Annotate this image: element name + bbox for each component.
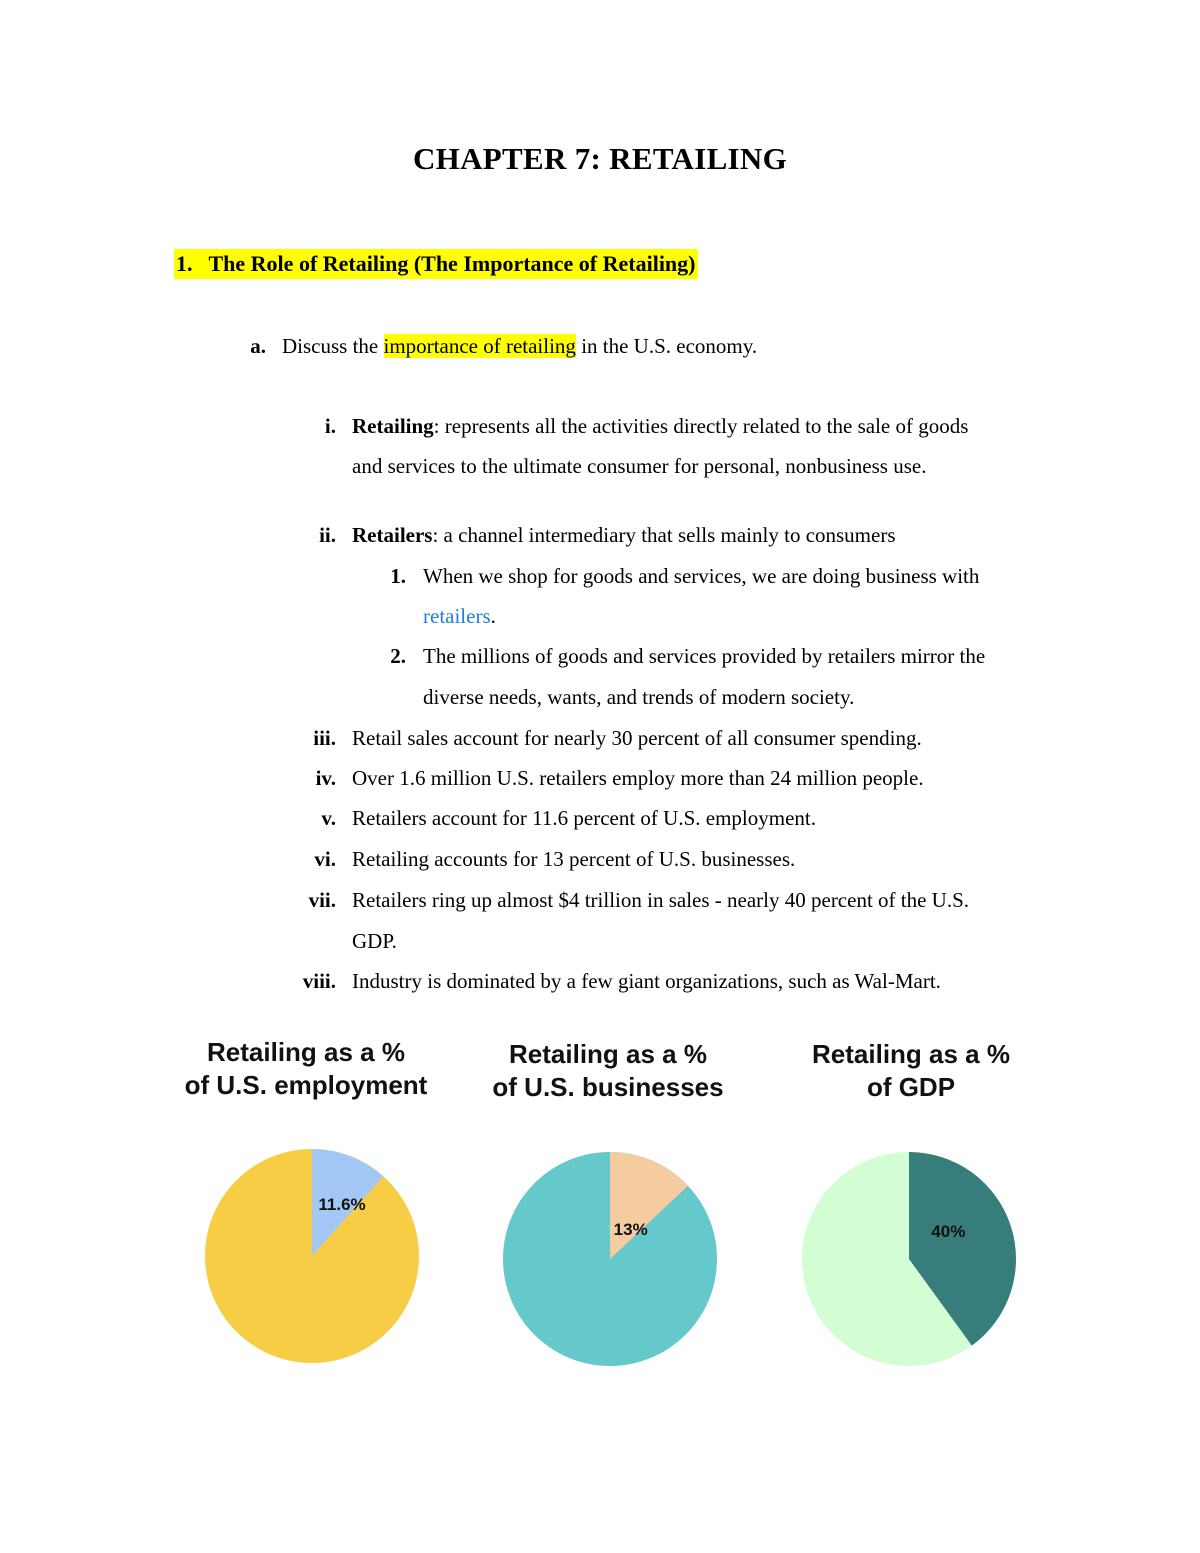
item-a-text: [282, 332, 757, 360]
point-iii-marker: iii.: [313, 726, 336, 750]
section-heading-text: The Role of Retailing (The Importance of Retailing): [208, 251, 696, 276]
pie-chart-gdp: [793, 1143, 1025, 1375]
item-a-highlight: importance of retailing: [383, 334, 576, 358]
retailers-link[interactable]: retailers: [423, 604, 491, 628]
point-i-text: : represents all the activities directly related to the sale of goods: [433, 414, 969, 438]
point-iii-text: Retail sales account for nearly 30 percent of all consumer spending.: [352, 726, 922, 750]
subpoint-1-period: .: [490, 604, 496, 628]
chart-gdp-title-line1: Retailing as a %: [812, 1039, 1010, 1069]
item-a-pre: Discuss the: [282, 334, 384, 358]
subpoint-2-line2: diverse needs, wants, and trends of modern society.: [423, 685, 855, 709]
point-ii-text: : a channel intermediary that sells mainly to consumers: [432, 523, 896, 547]
point-i-line2: and services to the ultimate consumer for personal, nonbusiness use.: [352, 454, 927, 478]
point-iv-text: Over 1.6 million U.S. retailers employ more than 24 million people.: [352, 766, 924, 790]
point-ii-term: Retailers: [352, 523, 433, 547]
section-number: 1.: [176, 251, 193, 276]
chart-businesses-title-line1: Retailing as a %: [509, 1039, 707, 1069]
subpoint-2-line1: The millions of goods and services provided by retailers mirror the: [423, 644, 986, 668]
point-vii-line1: Retailers ring up almost $4 trillion in sales - nearly 40 percent of the U.S.: [352, 888, 970, 912]
chart-gdp-title: [765, 1038, 1057, 1104]
point-vi-marker: vi.: [314, 847, 336, 871]
point-viii-text: Industry is dominated by a few giant organizations, such as Wal-Mart.: [352, 969, 941, 993]
chart-employment-title-line2: of U.S. employment: [184, 1070, 428, 1100]
page-title: CHAPTER 7: RETAILING: [412, 141, 788, 176]
point-i-term: Retailing: [352, 414, 434, 438]
subpoint-1-line1: When we shop for goods and services, we are doing business with: [423, 564, 980, 588]
item-a-marker: a.: [250, 334, 266, 358]
pie-chart-employment: [196, 1140, 428, 1372]
point-i-marker: i.: [324, 414, 336, 438]
chart-gdp-title-line2: of GDP: [866, 1072, 956, 1102]
point-vi-text: Retailing accounts for 13 percent of U.S. businesses.: [352, 847, 796, 871]
point-iv-marker: iv.: [315, 766, 336, 790]
pie-businesses-label: 13%: [613, 1220, 648, 1240]
item-a-post: in the U.S. economy.: [575, 334, 758, 358]
pie-employment-label: 11.6%: [318, 1195, 366, 1215]
subpoint-1-marker: 1.: [390, 564, 406, 588]
chart-businesses-title-line2: of U.S. businesses: [492, 1072, 724, 1102]
subpoint-2-marker: 2.: [390, 644, 406, 668]
point-i-line1: [352, 412, 968, 440]
pie-gdp-label: 40%: [931, 1222, 966, 1242]
chart-businesses-title: [462, 1038, 754, 1104]
pie-chart-businesses: [494, 1143, 726, 1375]
subpoint-1-line2: [423, 602, 496, 630]
chart-employment-title-line1: Retailing as a %: [207, 1037, 405, 1067]
point-v-marker: v.: [321, 806, 336, 830]
point-ii-marker: ii.: [319, 523, 336, 547]
chart-employment-title: [160, 1036, 452, 1102]
point-vii-line2: GDP.: [352, 929, 397, 953]
section-heading: [174, 249, 698, 279]
point-vii-marker: vii.: [308, 888, 336, 912]
point-ii-line: [352, 521, 896, 549]
point-v-text: Retailers account for 11.6 percent of U.S. employment.: [352, 806, 816, 830]
point-viii-marker: viii.: [302, 969, 336, 993]
